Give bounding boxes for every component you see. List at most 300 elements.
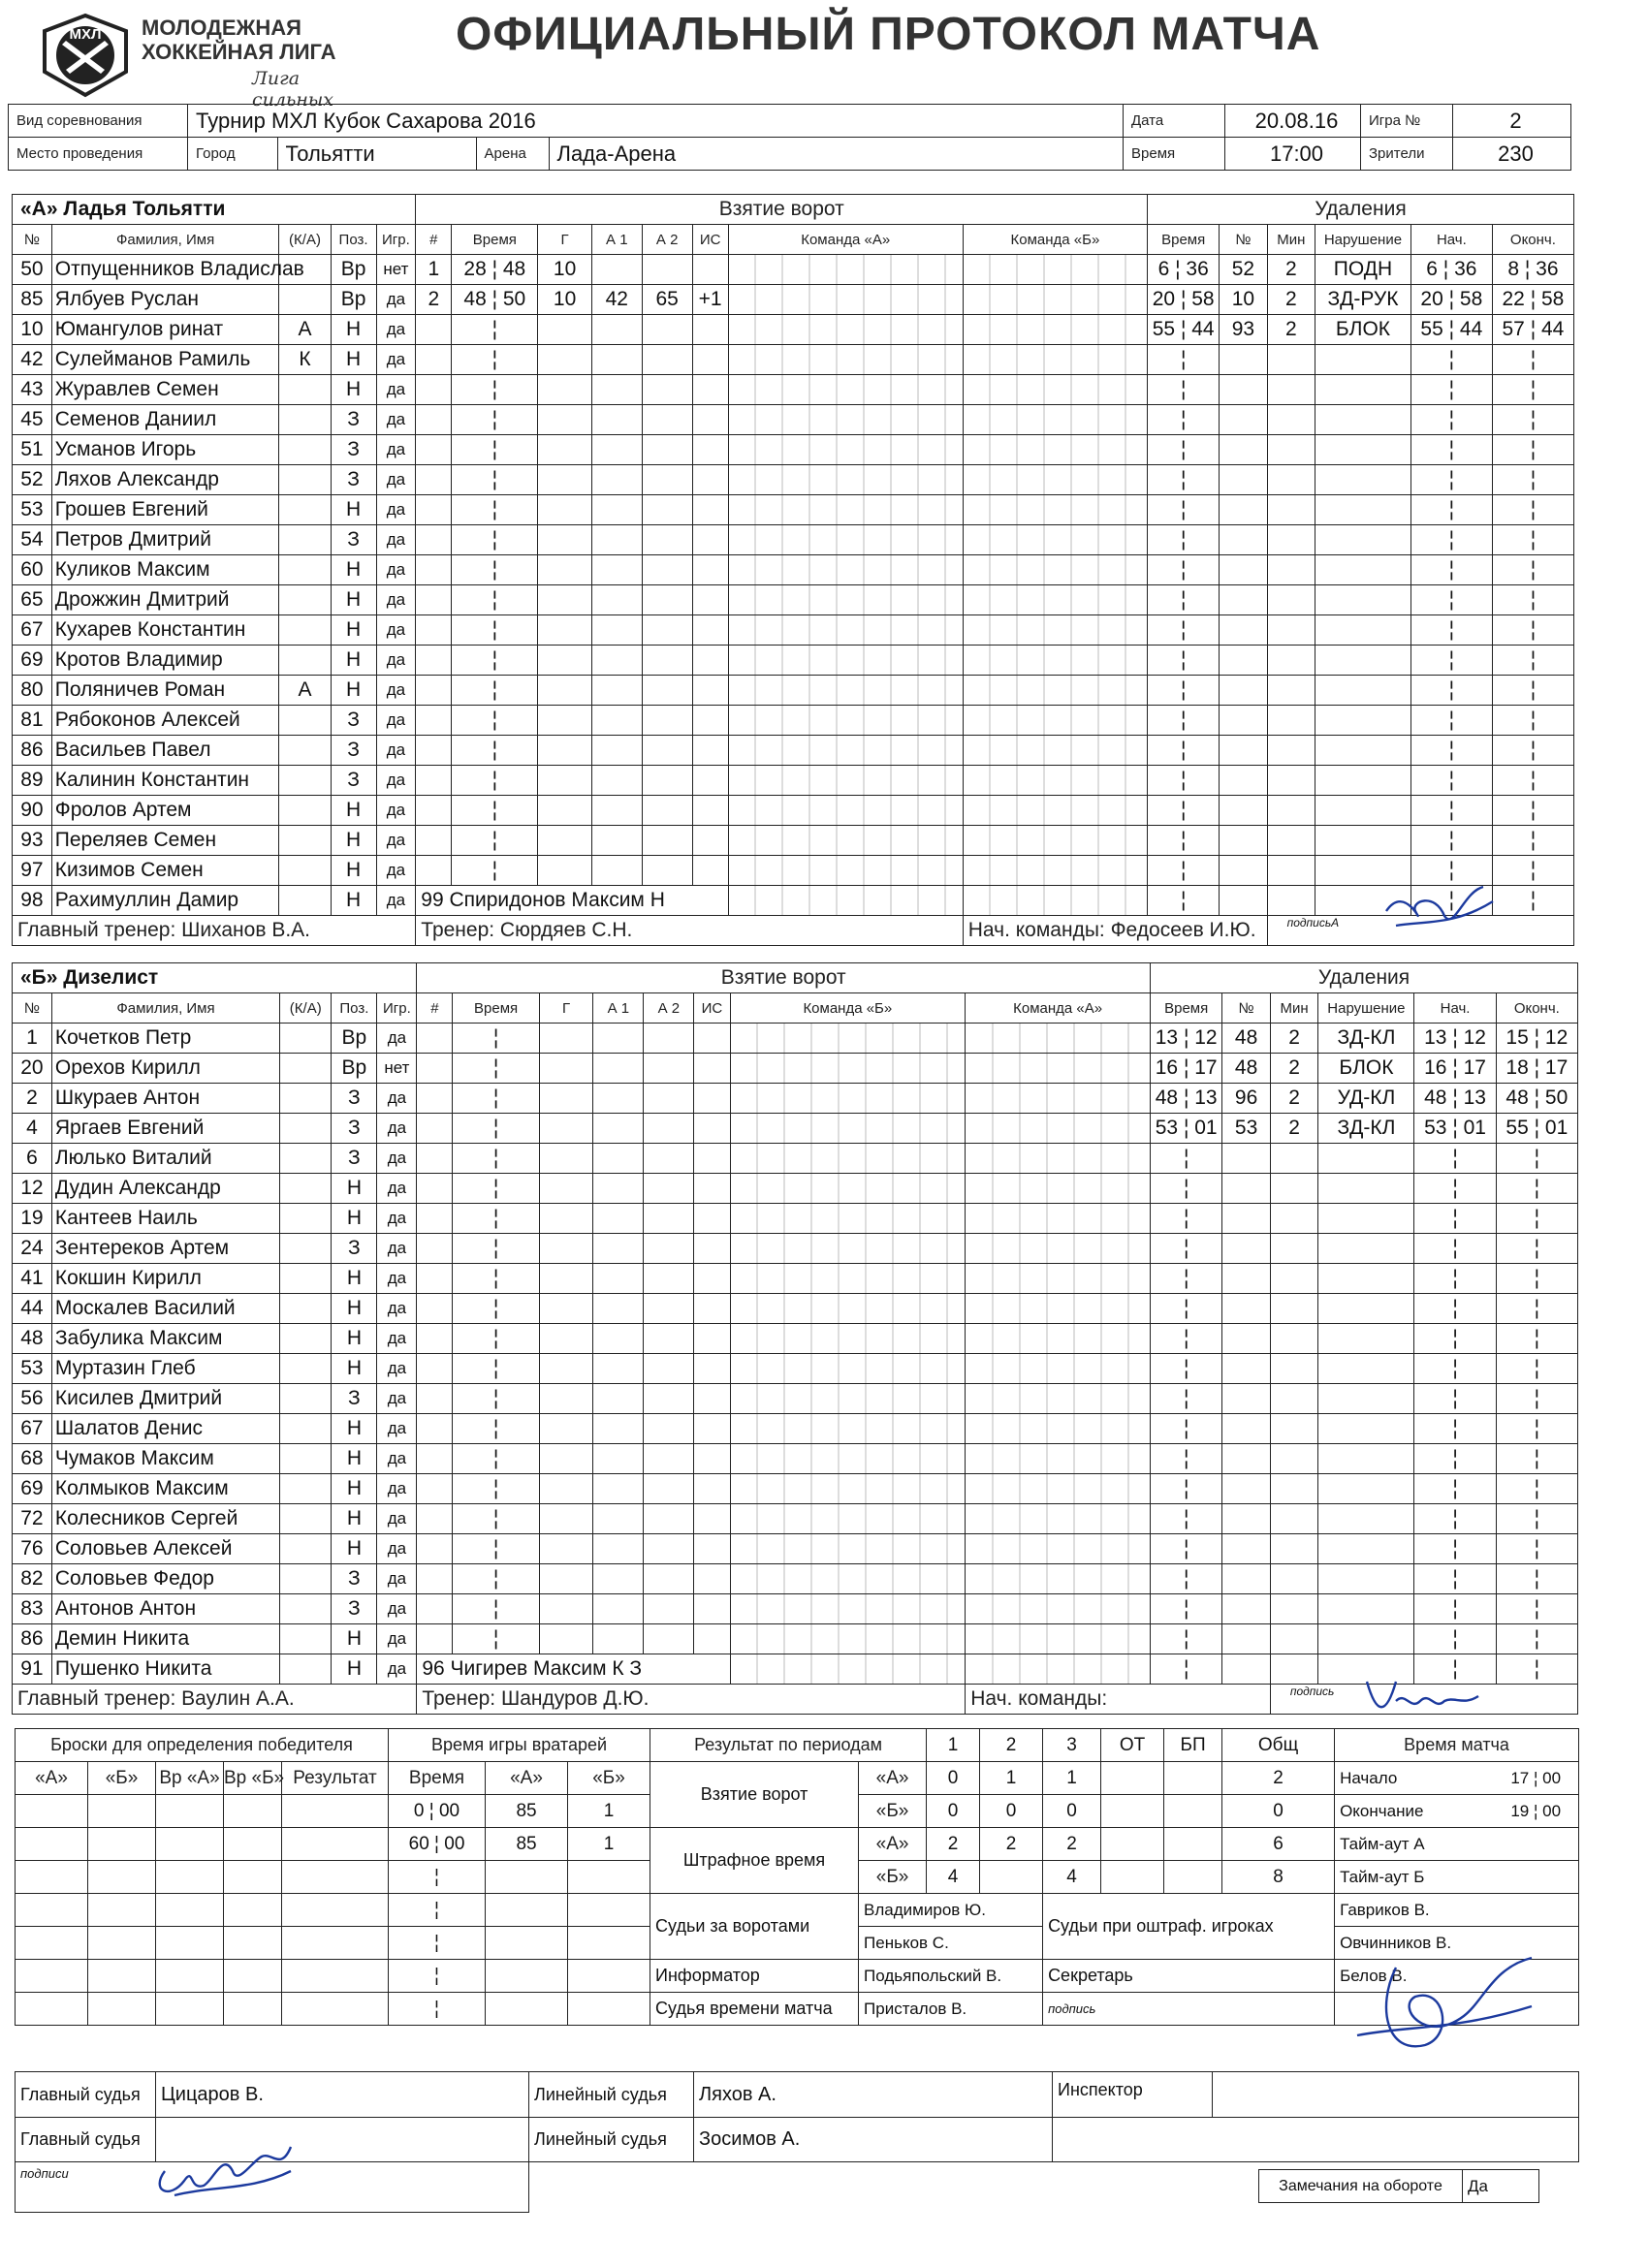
player-played: да [376, 736, 416, 766]
goal-time: ¦ [452, 615, 538, 646]
player-position: Н [331, 315, 376, 345]
header-pen-min: Мин [1267, 225, 1315, 255]
goal-situation [694, 1504, 730, 1534]
pen-violation [1315, 736, 1411, 766]
player-position: З [332, 1144, 377, 1174]
goal-time: ¦ [453, 1444, 539, 1474]
goal-assist-1 [593, 1024, 644, 1054]
goal-assist-1 [591, 555, 642, 585]
goalie-track-second [966, 1354, 1151, 1384]
goal-time: ¦ [452, 826, 538, 856]
goal-assist-1 [593, 1084, 644, 1114]
goal-assist-1 [593, 1384, 644, 1414]
player-number: 1 [13, 1024, 52, 1054]
player-number: 80 [13, 676, 52, 706]
goal-assist-1 [593, 1144, 644, 1174]
pen-end: ¦ [1496, 1564, 1577, 1594]
goals-b-p1: 0 [927, 1795, 980, 1828]
player-played: да [377, 1024, 417, 1054]
header-pos: Поз. [331, 225, 376, 255]
player-position: З [331, 405, 376, 435]
player-row [13, 1204, 1578, 1234]
goal-judge-1: Владимиров Ю. [859, 1894, 1043, 1927]
player-row [13, 1234, 1578, 1264]
periods-goals-tag-a: «А» [859, 1762, 927, 1795]
logo-text: МХЛ [69, 26, 102, 43]
pen-end: 48 ¦ 50 [1496, 1084, 1577, 1114]
pen-end-min: 18 [1505, 1056, 1529, 1079]
pen-player: 96 [1222, 1084, 1271, 1114]
linesman-label-2: Линейный судья [529, 2118, 694, 2162]
player-number: 4 [13, 1114, 52, 1144]
pen-violation: ПОДН [1315, 255, 1411, 285]
goalie-track-first [730, 1324, 966, 1354]
pen-time: 53 ¦ 01 [1151, 1114, 1222, 1144]
pen-time: ¦ [1151, 1384, 1222, 1414]
goal-time: ¦ [452, 555, 538, 585]
shootout-col-a: «А» [16, 1762, 88, 1795]
player-number: 89 [13, 766, 52, 796]
timekeeper-value: Присталов В. [859, 1993, 1043, 2026]
goalie-track-second [966, 1564, 1151, 1594]
pen-player [1222, 1654, 1271, 1685]
player-position: Н [332, 1294, 377, 1324]
goal-assist-1 [591, 706, 642, 736]
goal-situation [692, 766, 728, 796]
pen-end: ¦ [1496, 1264, 1577, 1294]
goal-time: ¦ [453, 1234, 539, 1264]
player-row [13, 1474, 1578, 1504]
page-title: ОФИЦИАЛЬНЫЙ ПРОТОКОЛ МАТЧА [456, 9, 1321, 60]
secretary-signature-icon [1338, 1948, 1551, 2074]
goal-time: ¦ [452, 856, 538, 886]
goal-judges-label: Судьи за воротами [650, 1894, 859, 1960]
goal-scorer [539, 1564, 593, 1594]
header-ka: (К/А) [279, 225, 331, 255]
pen-player [1220, 555, 1267, 585]
pen-start: ¦ [1410, 435, 1492, 465]
pen-start-min: 55 [1420, 318, 1443, 340]
goal-situation [692, 856, 728, 886]
pen-end: ¦ [1492, 345, 1573, 375]
pen-player [1220, 856, 1267, 886]
pen-end-min: 8 [1507, 258, 1520, 280]
pen-player [1222, 1234, 1271, 1264]
goal-time: ¦ [453, 1354, 539, 1384]
goal-assist-2 [642, 646, 692, 676]
pen-start: 13 ¦ 12 [1414, 1024, 1496, 1054]
pen-time: 20 ¦ 58 [1148, 285, 1220, 315]
player-number: 54 [13, 525, 52, 555]
player-played: да [376, 706, 416, 736]
player-number: 42 [13, 345, 52, 375]
player-name: Юмангулов ринат [51, 315, 279, 345]
player-row [13, 1414, 1578, 1444]
goal-scorer [539, 1294, 593, 1324]
goal-situation [692, 706, 728, 736]
goalie-track-first [730, 1294, 966, 1324]
player-name: Люлько Виталий [51, 1144, 279, 1174]
goal-num [417, 1054, 453, 1084]
player-number: 82 [13, 1564, 52, 1594]
pen-minutes: 2 [1270, 1084, 1318, 1114]
pen-start: ¦ [1410, 826, 1492, 856]
player-captain-mark [280, 1594, 332, 1624]
goal-num [416, 315, 452, 345]
pim-a-p1: 2 [927, 1828, 980, 1861]
player-name: Кокшин Кирилл [51, 1264, 279, 1294]
pen-player [1220, 615, 1267, 646]
goalie-track-second [963, 525, 1147, 555]
team-sign-label: подпись [1270, 1685, 1577, 1715]
goalie-track-second [966, 1324, 1151, 1354]
player-captain-mark [279, 886, 331, 916]
goal-situation [692, 826, 728, 856]
goal-scorer: 10 [538, 285, 592, 315]
player-number: 6 [13, 1144, 52, 1174]
pen-violation [1318, 1384, 1414, 1414]
pen-player [1222, 1624, 1271, 1654]
goal-time: ¦ [453, 1564, 539, 1594]
pen-minutes [1267, 886, 1315, 916]
match-end-label: Окончание [1340, 1801, 1424, 1820]
pen-time: ¦ [1151, 1534, 1222, 1564]
pen-violation [1315, 495, 1411, 525]
player-row [13, 736, 1574, 766]
goal-situation [694, 1084, 730, 1114]
goal-scorer [539, 1534, 593, 1564]
goalie-track-second [963, 465, 1147, 495]
player-played: да [376, 615, 416, 646]
goalie-track-first [728, 345, 963, 375]
player-row [13, 1564, 1578, 1594]
league-name-line1: МОЛОДЕЖНАЯ [142, 16, 301, 40]
goal-num [416, 766, 452, 796]
shootout-col-result: Результат [282, 1762, 389, 1795]
pen-time-sec: 01 [1194, 1117, 1218, 1139]
goal-assist-1 [593, 1444, 644, 1474]
pen-time: ¦ [1148, 646, 1220, 676]
player-row [13, 315, 1574, 345]
pen-player [1222, 1264, 1271, 1294]
team-chief: Нач. команды: [966, 1685, 1271, 1715]
pen-end: ¦ [1492, 856, 1573, 886]
player-position: Н [332, 1324, 377, 1354]
pen-violation: УД-КЛ [1318, 1084, 1414, 1114]
goal-num [416, 646, 452, 676]
pen-start: ¦ [1410, 495, 1492, 525]
player-position: З [331, 525, 376, 555]
pen-minutes [1270, 1564, 1318, 1594]
player-number: 44 [13, 1294, 52, 1324]
informer-value: Подьяпольский В. [859, 1960, 1043, 1993]
pim-a-ot [1101, 1828, 1164, 1861]
goal-time: ¦ [452, 646, 538, 676]
penalty-judges-label: Судьи при оштраф. игроках [1043, 1894, 1335, 1960]
goalie-track-first [728, 285, 963, 315]
pen-minutes [1270, 1234, 1318, 1264]
player-number: 10 [13, 315, 52, 345]
player-position: З [331, 706, 376, 736]
goalie-track-second [963, 375, 1147, 405]
pen-player [1220, 706, 1267, 736]
goalie-track-second [966, 1414, 1151, 1444]
player-number: 72 [13, 1504, 52, 1534]
player-captain-mark [280, 1624, 332, 1654]
pen-player [1222, 1594, 1271, 1624]
pim-b-ot [1101, 1861, 1164, 1894]
goal-assist-2: 65 [642, 285, 692, 315]
player-position: Н [332, 1354, 377, 1384]
goal-num [417, 1594, 453, 1624]
goal-assist-2 [644, 1174, 694, 1204]
header-goal-num: # [417, 993, 453, 1024]
pen-player [1222, 1174, 1271, 1204]
goalie-track-first [730, 1024, 966, 1054]
goal-situation [694, 1054, 730, 1084]
player-number: 98 [13, 886, 52, 916]
goal-situation [694, 1444, 730, 1474]
goal-situation [694, 1534, 730, 1564]
goal-assist-2 [642, 706, 692, 736]
player-row [13, 1024, 1578, 1054]
goalie-track-first [730, 1114, 966, 1144]
goalie-track-first [730, 1474, 966, 1504]
player-name: Семенов Даниил [51, 405, 279, 435]
pim-b-p2 [980, 1861, 1043, 1894]
goal-num [416, 585, 452, 615]
arena-value: Лада-Арена [556, 141, 677, 166]
goal-num [417, 1174, 453, 1204]
pim-a-p2: 2 [980, 1828, 1043, 1861]
goal-situation [694, 1564, 730, 1594]
player-played: да [377, 1234, 417, 1264]
pen-start: ¦ [1410, 525, 1492, 555]
goal-time: ¦ [452, 405, 538, 435]
pen-minutes [1267, 676, 1315, 706]
player-captain-mark [280, 1234, 332, 1264]
goalie-track-second [966, 1084, 1151, 1114]
goal-assist-2 [642, 525, 692, 555]
goal-assist-2 [642, 495, 692, 525]
pen-violation [1318, 1204, 1414, 1234]
periods-title: Результат по периодам [650, 1729, 927, 1762]
goal-scorer [539, 1084, 593, 1114]
pen-minutes [1267, 826, 1315, 856]
pen-start: 55 ¦ 44 [1410, 315, 1492, 345]
goal-num [417, 1624, 453, 1654]
pen-minutes [1270, 1144, 1318, 1174]
goal-assist-1 [591, 676, 642, 706]
player-row [13, 1444, 1578, 1474]
player-captain-mark [280, 1114, 332, 1144]
player-played: да [377, 1204, 417, 1234]
player-played: да [376, 315, 416, 345]
goal-time: ¦ [453, 1624, 539, 1654]
informer-label: Информатор [650, 1960, 859, 1993]
pen-start: ¦ [1414, 1294, 1496, 1324]
periods-pim-tag-b: «Б» [859, 1861, 927, 1894]
goalie-track-first [728, 405, 963, 435]
pen-time: ¦ [1151, 1564, 1222, 1594]
pen-end: 18 ¦ 17 [1496, 1054, 1577, 1084]
shootout-col-gk-b: Вр «Б» [224, 1762, 282, 1795]
pen-violation [1315, 405, 1411, 435]
goalie-track-second [966, 1534, 1151, 1564]
goal-situation [692, 435, 728, 465]
player-position: Н [331, 886, 376, 916]
player-number: 97 [13, 856, 52, 886]
goal-assist-1 [591, 736, 642, 766]
player-name: Орехов Кирилл [51, 1054, 279, 1084]
goals-a-ot [1101, 1762, 1164, 1795]
goal-assist-2 [644, 1624, 694, 1654]
pen-violation [1315, 826, 1411, 856]
referee-1: Цицаров В. [156, 2072, 529, 2118]
pen-end-min: 15 [1505, 1026, 1529, 1049]
pen-player [1220, 826, 1267, 856]
player-name: Колесников Сергей [51, 1504, 279, 1534]
header-name: Фамилия, Имя [51, 225, 279, 255]
goalie-col-b: «Б» [568, 1762, 650, 1795]
pen-end: ¦ [1496, 1444, 1577, 1474]
goal-scorer [538, 315, 592, 345]
goalie-time-title: Время игры вратарей [389, 1729, 650, 1762]
pim-b-so [1164, 1861, 1222, 1894]
header-goal-scorer: Г [538, 225, 592, 255]
pen-time: ¦ [1151, 1324, 1222, 1354]
pen-violation: ЗД-РУК [1315, 285, 1411, 315]
goal-situation [692, 375, 728, 405]
trainer: Тренер: Сюрдяев С.Н. [416, 916, 963, 946]
pen-start: ¦ [1414, 1474, 1496, 1504]
goal-assist-2 [642, 585, 692, 615]
player-name: Дудин Александр [51, 1174, 279, 1204]
pen-end: ¦ [1496, 1144, 1577, 1174]
goal-assist-1 [593, 1204, 644, 1234]
goalie-track-second [963, 796, 1147, 826]
goal-time-min: 48 [463, 288, 487, 310]
goal-num [417, 1564, 453, 1594]
goal-situation: +1 [692, 285, 728, 315]
pen-minutes [1270, 1594, 1318, 1624]
competition-label: Вид соревнования [9, 105, 188, 138]
pen-violation [1318, 1624, 1414, 1654]
player-position: Н [331, 585, 376, 615]
goal-assist-2 [642, 375, 692, 405]
player-row [13, 375, 1574, 405]
goal-assist-1 [591, 375, 642, 405]
player-played: да [377, 1414, 417, 1444]
header-assist-1: А 1 [593, 993, 644, 1024]
pen-end: ¦ [1496, 1174, 1577, 1204]
player-name: Соловьев Федор [51, 1564, 279, 1594]
pen-violation [1318, 1594, 1414, 1624]
player-position: Н [331, 495, 376, 525]
pen-start: 53 ¦ 01 [1414, 1114, 1496, 1144]
pen-minutes [1270, 1654, 1318, 1685]
goalie-track-second [963, 585, 1147, 615]
player-number: 53 [13, 495, 52, 525]
pen-player [1220, 796, 1267, 826]
pen-player [1222, 1414, 1271, 1444]
player-row [13, 615, 1574, 646]
goal-time: 48 ¦ 50 [452, 285, 538, 315]
goalie-track-first [728, 766, 963, 796]
goal-scorer [538, 585, 592, 615]
goalie-track-first [730, 1234, 966, 1264]
pen-start: ¦ [1410, 706, 1492, 736]
player-name: Соловьев Алексей [51, 1534, 279, 1564]
pen-minutes [1267, 585, 1315, 615]
pen-violation [1315, 525, 1411, 555]
goal-scorer [538, 676, 592, 706]
pen-end: ¦ [1492, 646, 1573, 676]
player-number: 67 [13, 615, 52, 646]
player-row [13, 345, 1574, 375]
match-start-label: Начало [1340, 1768, 1398, 1787]
pen-player [1222, 1354, 1271, 1384]
player-captain-mark [279, 646, 331, 676]
player-captain-mark [279, 615, 331, 646]
pen-player [1220, 405, 1267, 435]
pim-a-so [1164, 1828, 1222, 1861]
goal-scorer [538, 856, 592, 886]
player-captain-mark [279, 766, 331, 796]
goal-assist-1 [593, 1474, 644, 1504]
goals-section-title: Взятие ворот [417, 963, 1151, 993]
pen-time: ¦ [1151, 1414, 1222, 1444]
pen-time: ¦ [1148, 886, 1220, 916]
player-played: да [377, 1174, 417, 1204]
goalie-col-time: Время [389, 1762, 486, 1795]
goal-assist-1 [593, 1594, 644, 1624]
player-captain-mark [280, 1354, 332, 1384]
player-played: да [376, 826, 416, 856]
pen-start: ¦ [1414, 1594, 1496, 1624]
player-position: Вр [332, 1054, 377, 1084]
goal-assist-2 [644, 1234, 694, 1264]
pen-start: ¦ [1410, 615, 1492, 646]
pen-end-sec: 44 [1540, 318, 1565, 340]
goal-assist-1 [591, 345, 642, 375]
player-captain-mark [280, 1564, 332, 1594]
venue-label: Место проведения [9, 138, 188, 171]
player-position: Н [332, 1474, 377, 1504]
goal-time: ¦ [452, 375, 538, 405]
timeout-a-label: Тайм-аут А [1335, 1828, 1579, 1861]
referee-label-1: Главный судья [16, 2072, 156, 2118]
goalie-track-second [963, 676, 1147, 706]
pen-player [1222, 1534, 1271, 1564]
player-row [13, 1114, 1578, 1144]
goal-scorer [539, 1204, 593, 1234]
player-captain-mark [279, 736, 331, 766]
goal-scorer [539, 1324, 593, 1354]
player-position: Н [331, 796, 376, 826]
goal-scorer [538, 495, 592, 525]
goalie-track-second [966, 1444, 1151, 1474]
goal-scorer [538, 615, 592, 646]
player-captain-mark [279, 826, 331, 856]
goal-scorer [538, 555, 592, 585]
goal-num [416, 706, 452, 736]
goal-assist-2 [644, 1114, 694, 1144]
pen-minutes [1270, 1294, 1318, 1324]
goal-scorer [539, 1264, 593, 1294]
goalie-track-second [963, 615, 1147, 646]
arena-label: Арена [476, 138, 549, 170]
